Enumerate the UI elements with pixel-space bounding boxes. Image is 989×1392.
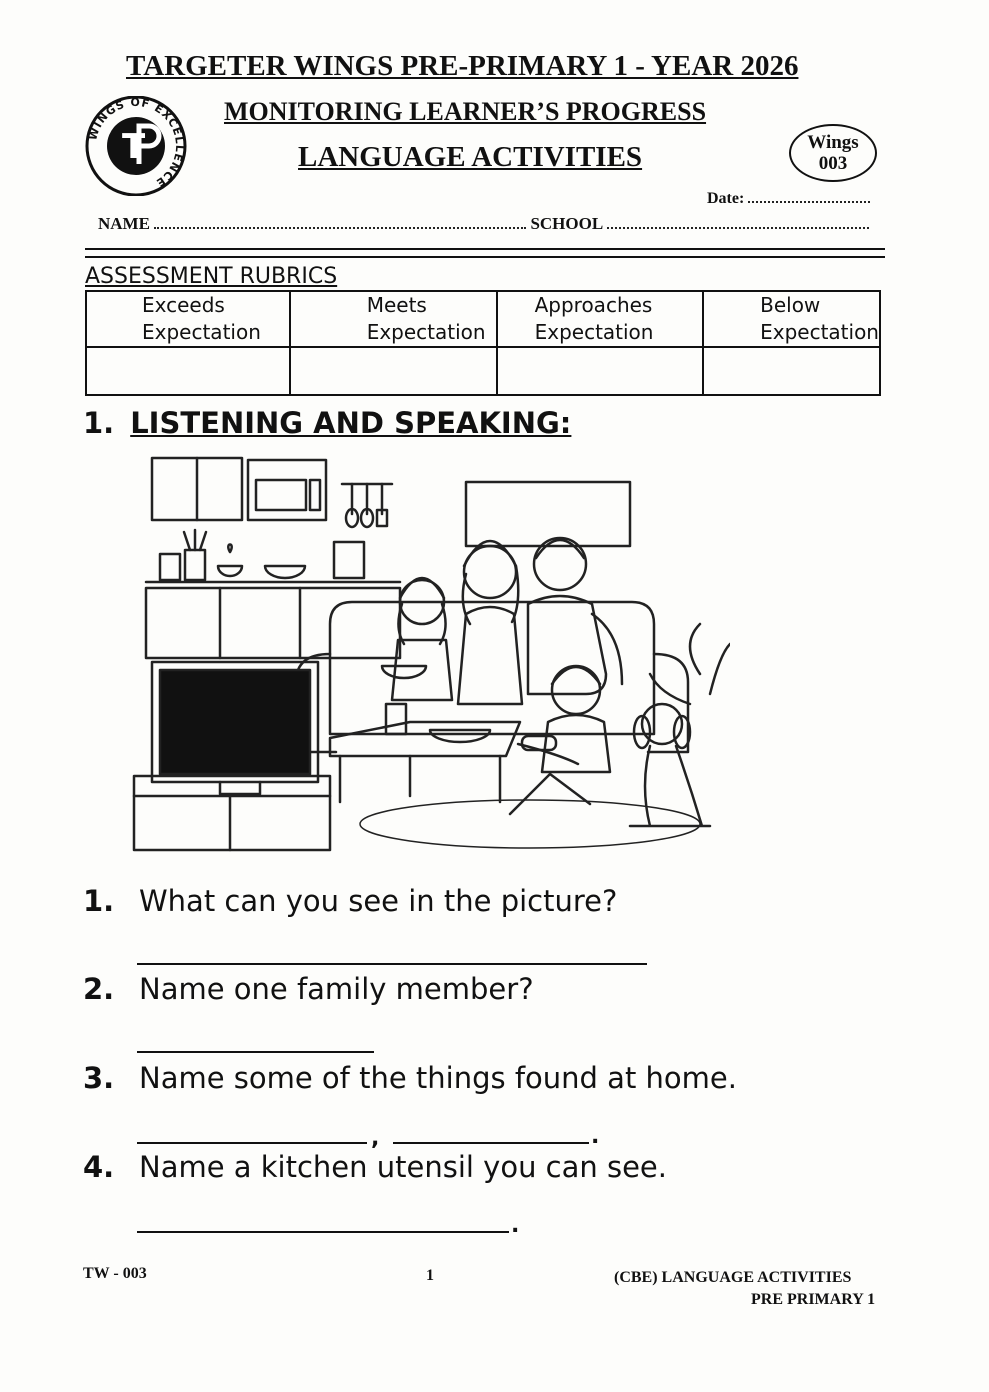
family-living-room-illustration: [130, 454, 730, 854]
name-school-row: [98, 214, 869, 234]
badge-number: 003: [818, 153, 848, 174]
coffee-table: [330, 722, 520, 756]
answer-line-4[interactable]: [137, 1231, 509, 1233]
answer-line-1[interactable]: [137, 963, 647, 965]
section-title: LISTENING AND SPEAKING:: [130, 406, 572, 440]
badge-label: Wings: [807, 132, 859, 153]
popcorn-bowl-icon: [382, 666, 426, 678]
question-3: 3. Name some of the things found at home.: [83, 1061, 737, 1095]
date-label: Date:: [707, 190, 745, 207]
page-title: TARGETER WINGS PRE-PRIMARY 1 - YEAR 2026: [126, 50, 799, 82]
comma-separator: ,: [371, 1126, 380, 1151]
bowl-icon: [265, 566, 305, 578]
footer-subject: (CBE) LANGUAGE ACTIVITIES: [614, 1269, 852, 1286]
rubric-cell-exceeds[interactable]: [86, 347, 290, 395]
full-stop: .: [511, 1213, 520, 1238]
rubric-header-meets: Meets Expectation: [290, 291, 497, 347]
footer-code: TW - 003: [83, 1265, 147, 1282]
worksheet-badge: [789, 124, 877, 182]
section-number: 1.: [83, 406, 115, 440]
rubric-cell-meets[interactable]: [290, 347, 497, 395]
rubric-cell-approaches[interactable]: [497, 347, 704, 395]
rubric-cell-below[interactable]: [703, 347, 880, 395]
game-controller-icon: [522, 736, 556, 750]
header-divider-2: [85, 256, 885, 258]
tv-stand: [134, 776, 330, 850]
answer-line-3a[interactable]: [137, 1142, 367, 1144]
page-number: 1: [426, 1267, 434, 1284]
answer-line-2[interactable]: [137, 1051, 374, 1053]
svg-text:WINGS OF EXCELLENCE: WINGS OF EXCELLENCE: [86, 96, 187, 190]
cups-icon: [160, 550, 205, 580]
rubric-header-below: Below Expectation: [703, 291, 880, 347]
footer-level: PRE PRIMARY 1: [751, 1291, 876, 1308]
page-subtitle: MONITORING LEARNER’S PROGRESS: [224, 97, 707, 126]
question-1: 1. What can you see in the picture?: [83, 884, 618, 918]
school-label: SCHOOL: [530, 214, 603, 233]
school-blank[interactable]: [607, 219, 869, 229]
header-divider: [85, 248, 885, 250]
date-blank[interactable]: [748, 193, 870, 203]
school-logo: [84, 96, 188, 196]
assessment-rubric-table: [85, 290, 881, 396]
boy-figure: [552, 666, 600, 714]
rubric-header-approaches: Approaches Expectation: [497, 291, 704, 347]
subject-title: LANGUAGE ACTIVITIES: [298, 141, 643, 173]
answer-line-3b[interactable]: [393, 1142, 589, 1144]
name-blank[interactable]: [154, 219, 526, 229]
date-field[interactable]: [707, 190, 870, 208]
plant-icon: [650, 624, 730, 704]
lower-cabinets: [146, 588, 400, 658]
rubric-title: ASSESSMENT RUBRICS: [85, 264, 338, 289]
full-stop: .: [591, 1124, 600, 1149]
name-label: NAME: [98, 214, 150, 233]
question-4: 4. Name a kitchen utensil you can see.: [83, 1150, 667, 1184]
rubric-header-exceeds: Exceeds Expectation: [86, 291, 290, 347]
wall-frame: [466, 482, 630, 546]
question-2: 2. Name one family member?: [83, 972, 534, 1006]
svg-text:T: T: [122, 127, 146, 167]
coffee-maker-icon: [334, 542, 364, 578]
section-heading: [83, 406, 571, 440]
glass-icon: [386, 704, 406, 734]
